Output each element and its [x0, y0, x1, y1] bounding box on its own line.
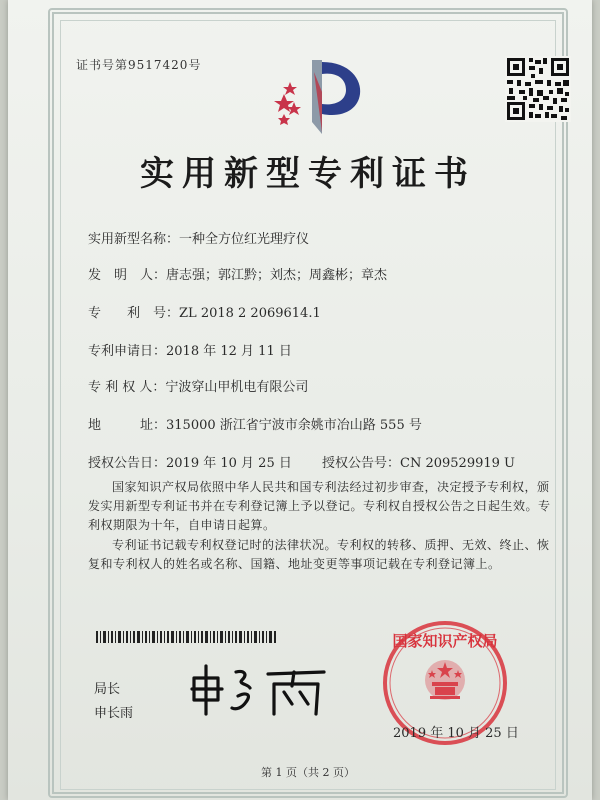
- patentee-label: 专 利 权 人：: [88, 380, 166, 395]
- utility-model-name-label: 实用新型名称：: [88, 232, 180, 247]
- inventor-label: 发 明 人：: [88, 268, 167, 283]
- director-name: 申长雨: [94, 706, 134, 721]
- grant-date-label: 授权公告日：: [88, 456, 167, 471]
- patent-number-label: 专 利 号：: [88, 306, 180, 321]
- grant-statement-paragraph: 国家知识产权局依照中华人民共和国专利法经过初步审查，决定授予专利权，颁发实用新型专利证书并在专利登记簿上予以登记。专利权自授权公告之日起生效。专利权期限为十年，自申请日起算。: [88, 480, 551, 532]
- seal-date: 2019 年 10 月 25 日: [393, 726, 519, 741]
- director-title: 局长: [94, 682, 121, 697]
- inventor-row: [88, 264, 387, 283]
- inventor-value: 唐志强；郭江黔；刘杰；周鑫彬；章杰: [166, 268, 388, 283]
- qr-code-icon: [505, 56, 571, 122]
- certificate-number: 证书号第9517420号: [76, 58, 202, 72]
- grant-date-value: 2019 年 10 月 25 日: [166, 456, 292, 471]
- application-date-row: [88, 340, 292, 359]
- certificate-sheet: [8, 0, 592, 800]
- patentee-value: 宁波穿山甲机电有限公司: [165, 380, 309, 395]
- patent-number-row: [88, 302, 321, 321]
- legal-status-paragraph: 专利证书记载专利权登记时的法律状况。专利权的转移、质押、无效、终止、恢复和专利权人的姓名或名称、国籍、地址变更等事项记载在专利登记簿上。: [88, 538, 550, 571]
- utility-model-name-value: 一种全方位红光理疗仪: [179, 232, 310, 247]
- page-title: 实用新型专利证书: [140, 154, 476, 194]
- seal-text-top: 国家知识产权局: [392, 632, 498, 650]
- director-signature: [188, 658, 328, 718]
- address-row: [88, 414, 422, 433]
- barcode-icon: [96, 631, 276, 643]
- application-date-label: 专利申请日：: [88, 344, 167, 359]
- cnipa-logo-icon: [270, 52, 370, 142]
- patentee-row: [88, 376, 308, 395]
- utility-model-name-row: [88, 228, 309, 247]
- grant-number-row: [322, 452, 515, 471]
- grant-date-row: [88, 452, 292, 471]
- patent-number-value: ZL 2018 2 2069614.1: [179, 306, 321, 321]
- address-value: 315000 浙江省宁波市余姚市冶山路 555 号: [166, 418, 422, 433]
- application-date-value: 2018 年 12 月 11 日: [166, 344, 292, 359]
- page-indicator: 第 1 页（共 2 页）: [261, 766, 355, 779]
- grant-number-label: 授权公告号：: [322, 456, 401, 471]
- grant-number-value: CN 209529919 U: [400, 456, 515, 471]
- address-label: 地 址：: [88, 418, 167, 433]
